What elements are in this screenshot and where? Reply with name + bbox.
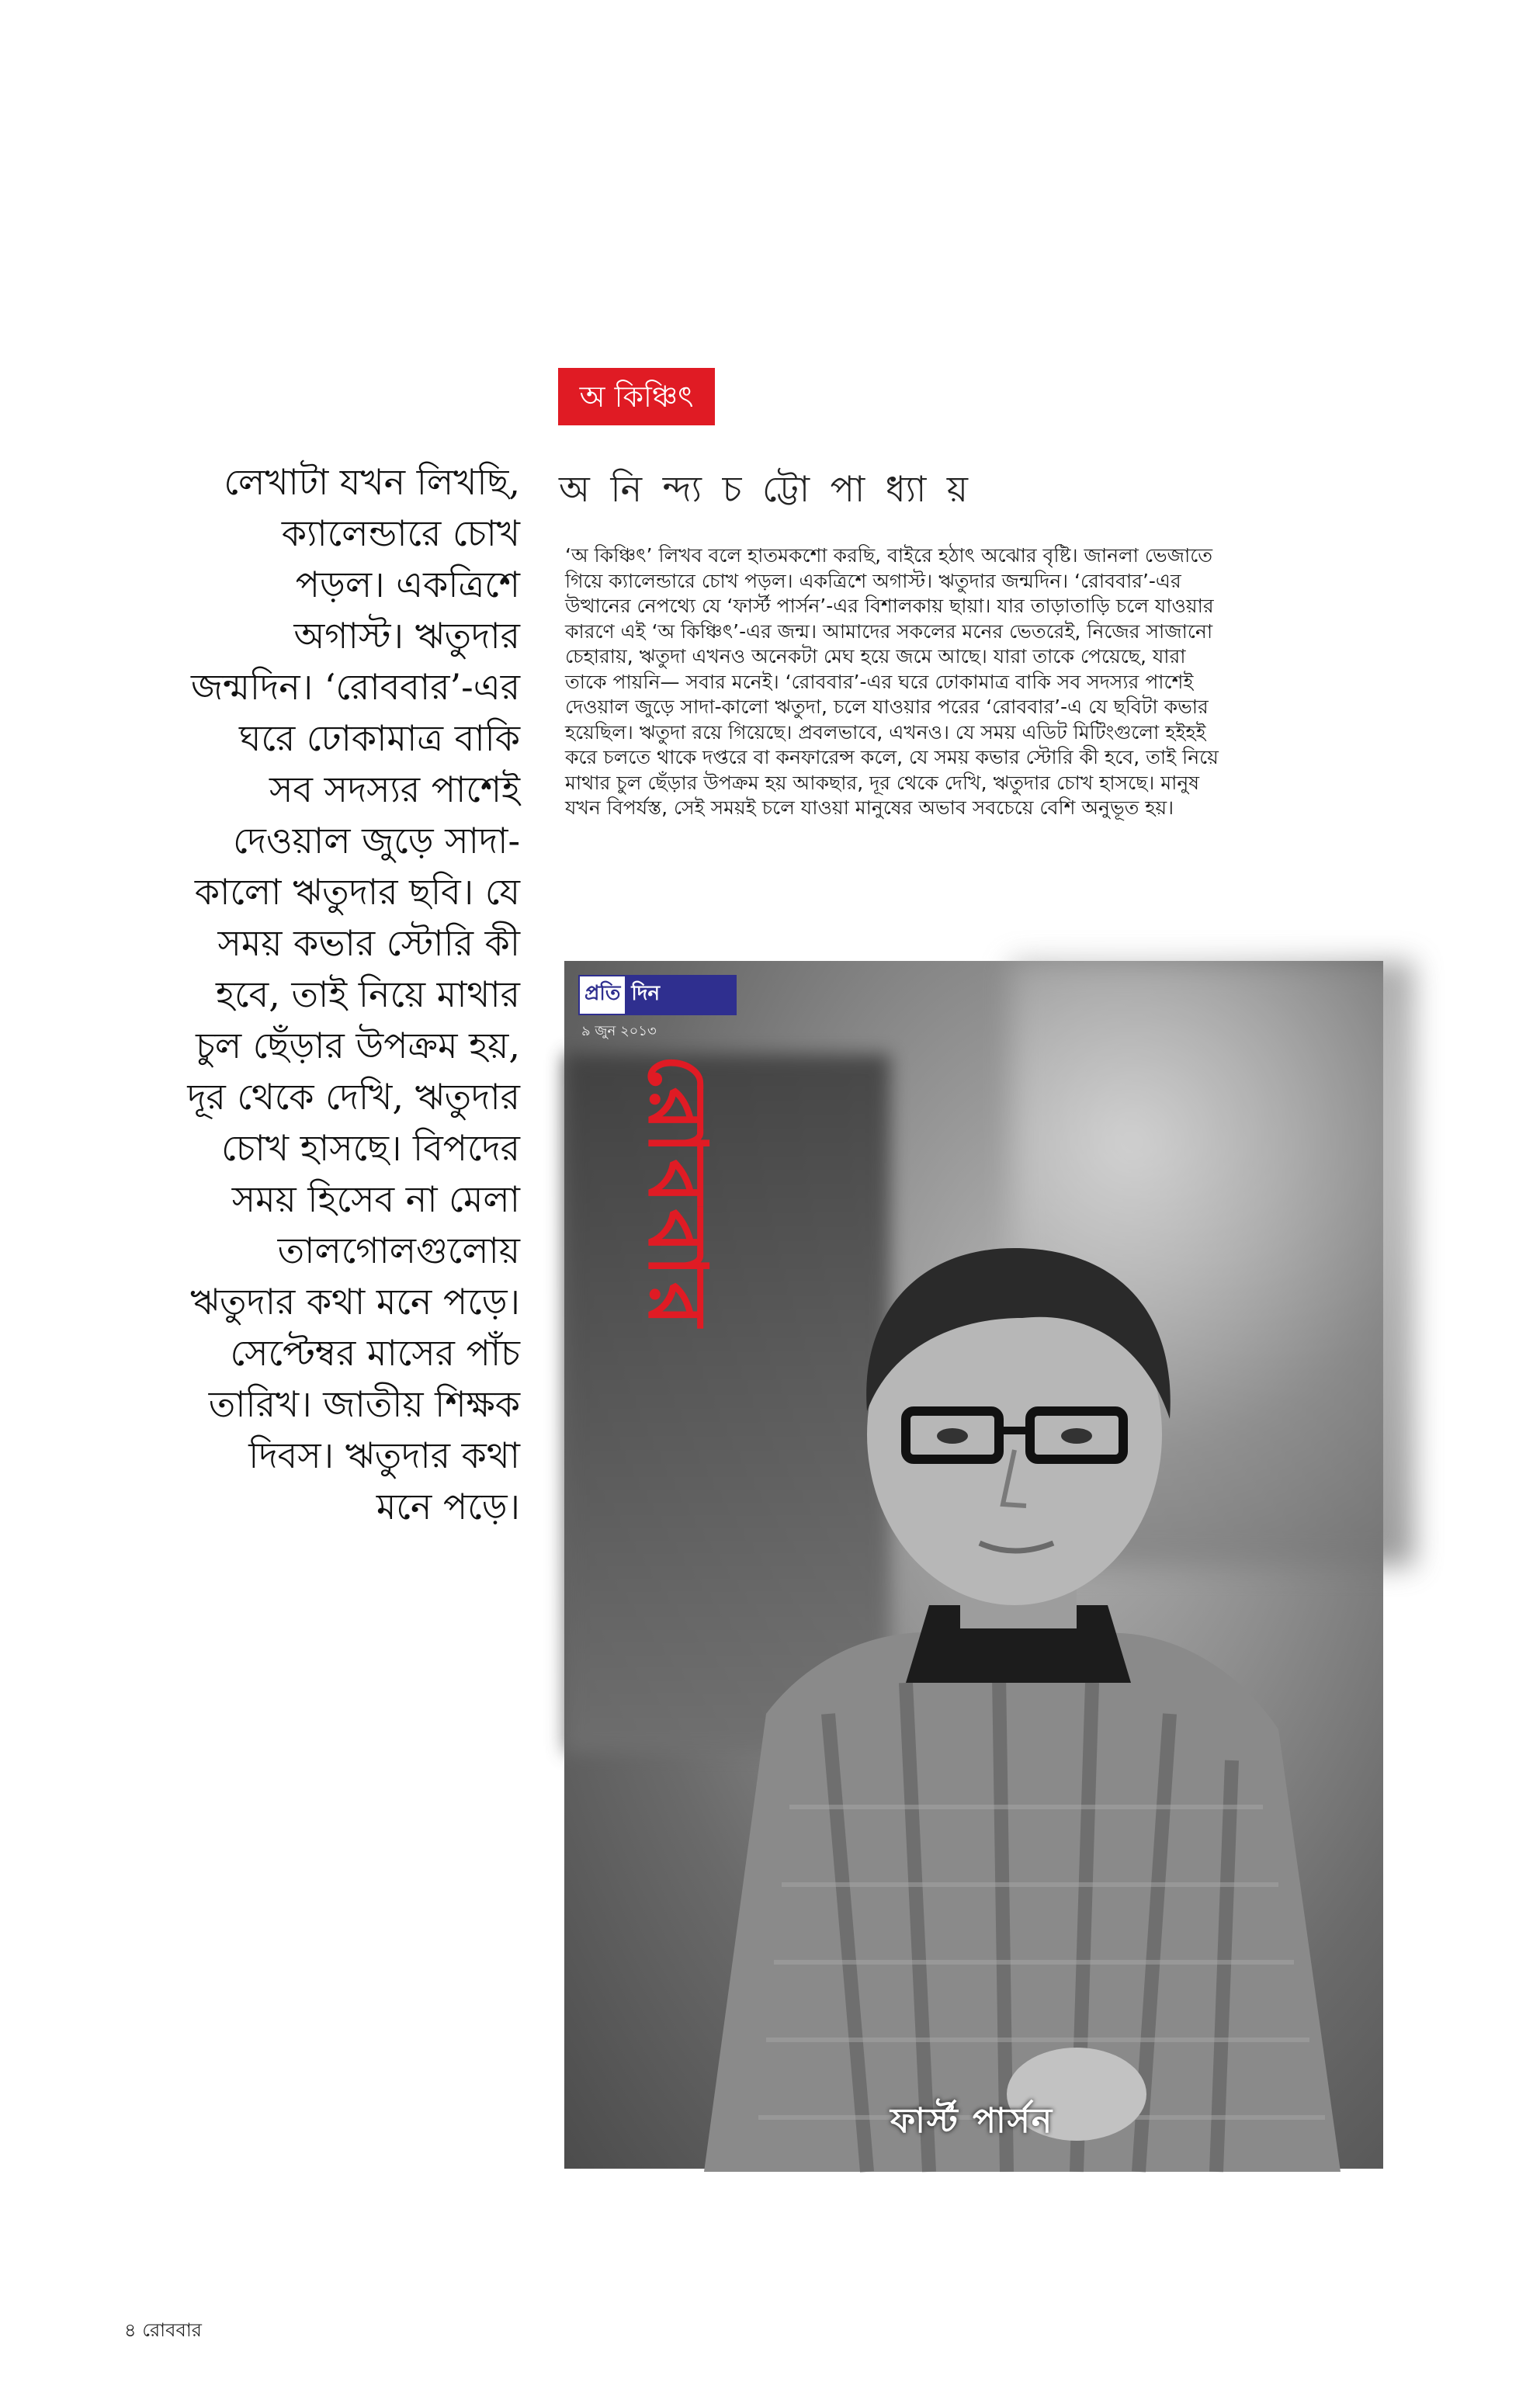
pull-quote-line: পড়ল। একত্রিশে (295, 564, 520, 605)
cover-vertical-title-text: রোববার (630, 1054, 726, 1331)
cover-image (564, 961, 1383, 2169)
pull-quote-line: জন্মদিন। ‘রোববার’-এর (190, 666, 520, 708)
pull-quote-line: সব সদস্যর পাশেই (269, 768, 520, 810)
body-line: উত্থানের নেপথ্যে যে ‘ফার্স্ট পার্সন’-এর বিশালকায় ছায়া। যার তাড়াতাড়ি চলে যাওয়ার (565, 595, 1214, 617)
cover-caption: ফার্স্ট পার্সন (890, 2101, 1054, 2141)
cover-issue-date: ৯ জুন ২০১৩ (581, 1023, 657, 1039)
cover-masthead (578, 975, 737, 1015)
pull-quote-line: কালো ঋতুদার ছবি। যে (194, 871, 520, 913)
pull-quote-line: ক্যালেন্ডারে চোখ (281, 512, 520, 554)
page-footer: ৪ রোববার (124, 2319, 202, 2341)
pull-quote-line: তারিখ। জাতীয় শিক্ষক (208, 1383, 520, 1425)
body-line: যখন বিপর্যস্ত, সেই সময়ই চলে যাওয়া মানুষের অভাব সবচেয়ে বেশি অনুভূত হয়। (565, 796, 1174, 819)
pull-quote-line: সেপ্টেম্বর মাসের পাঁচ (230, 1332, 520, 1374)
pull-quote-line: সময় কভার স্টোরি কী (217, 922, 520, 964)
pull-quote-line: ঋতুদার কথা মনে পড়ে। (189, 1281, 520, 1323)
pull-quote-line: তালগোলগুলোয় (277, 1229, 520, 1271)
body-line: কারণে এই ‘অ কিঞ্চিৎ’-এর জন্ম। আমাদের সকলের মনের ভেতরেই, নিজের সাজানো (565, 619, 1213, 643)
pull-quote-line: হবে, তাই নিয়ে মাথার (215, 973, 520, 1015)
body-line: দেওয়াল জুড়ে সাদা-কালো ঋতুদা, চলে যাওয়ার পরের ‘রোববার’-এ যে ছবিটা কভার (565, 695, 1209, 718)
section-tag: অ কিঞ্চিৎ (558, 368, 715, 425)
cover-vertical-title (586, 1045, 726, 1635)
body-line: তাকে পায়নি— সবার মনেই। ‘রোববার’-এর ঘরে ঢোকামাত্র বাকি সব সদস্যর পাশেই (565, 670, 1194, 693)
pull-quote-line: লেখাটা যখন লিখছি, (224, 461, 520, 503)
body-line: করে চলতে থাকে দপ্তরে বা কনফারেন্স কলে, যে সময় কভার স্টোরি কী হবে, তাই নিয়ে (565, 746, 1219, 768)
body-line: হয়েছিল। ঋতুদা রয়ে গিয়েছে। প্রবলভাবে, এখনও। যে সময় এডিট মিটিংগুলো হইহই (565, 720, 1206, 744)
cover-portrait (673, 1217, 1341, 2172)
body-line: গিয়ে ক্যালেন্ডারে চোখ পড়ল। একত্রিশে অগাস্ট। ঋতুদার জন্মদিন। ‘রোববার’-এর (565, 569, 1181, 592)
pull-quote-line: দেওয়াল জুড়ে সাদা- (233, 820, 520, 862)
portrait-eye-left (937, 1428, 968, 1444)
pull-quote-line: মনে পড়ে। (376, 1486, 520, 1528)
pull-quote-line: অগাস্ট। ঋতুদার (293, 615, 520, 657)
body-line: ‘অ কিঞ্চিৎ’ লিখব বলে হাতমকশো করছি, বাইরে হঠাৎ অঝোর বৃষ্টি। জানলা ভেজাতে (565, 544, 1213, 567)
cover-masthead-right: দিন (625, 976, 735, 1014)
body-line: মাথার চুল ছেঁড়ার উপক্রম হয় আকছার, দূর থেকে দেখি, ঋতুদার চোখ হাসছে। মানুষ (565, 771, 1200, 794)
article-body (565, 543, 1388, 821)
portrait-eye-right (1061, 1428, 1092, 1444)
pull-quote (116, 456, 520, 1532)
pull-quote-line: দিবস। ঋতুদার কথা (248, 1434, 520, 1476)
pull-quote-line: চোখ হাসছে। বিপদের (221, 1127, 520, 1169)
author-byline: অ নি ন্দ্য চ ট্টো পা ধ্যা য় (559, 468, 973, 510)
cover-masthead-left: প্রতি (580, 976, 625, 1014)
pull-quote-line: দূর থেকে দেখি, ঋতুদার (187, 1076, 520, 1118)
pull-quote-line: চুল ছেঁড়ার উপক্রম হয়, (196, 1025, 520, 1066)
pull-quote-line: ঘরে ঢোকামাত্র বাকি (239, 717, 520, 759)
pull-quote-line: সময় হিসেব না মেলা (231, 1178, 520, 1220)
body-line: চেহারায়, ঋতুদা এখনও অনেকটা মেঘ হয়ে জমে আছে। যারা তাকে পেয়েছে, যারা (565, 645, 1186, 668)
